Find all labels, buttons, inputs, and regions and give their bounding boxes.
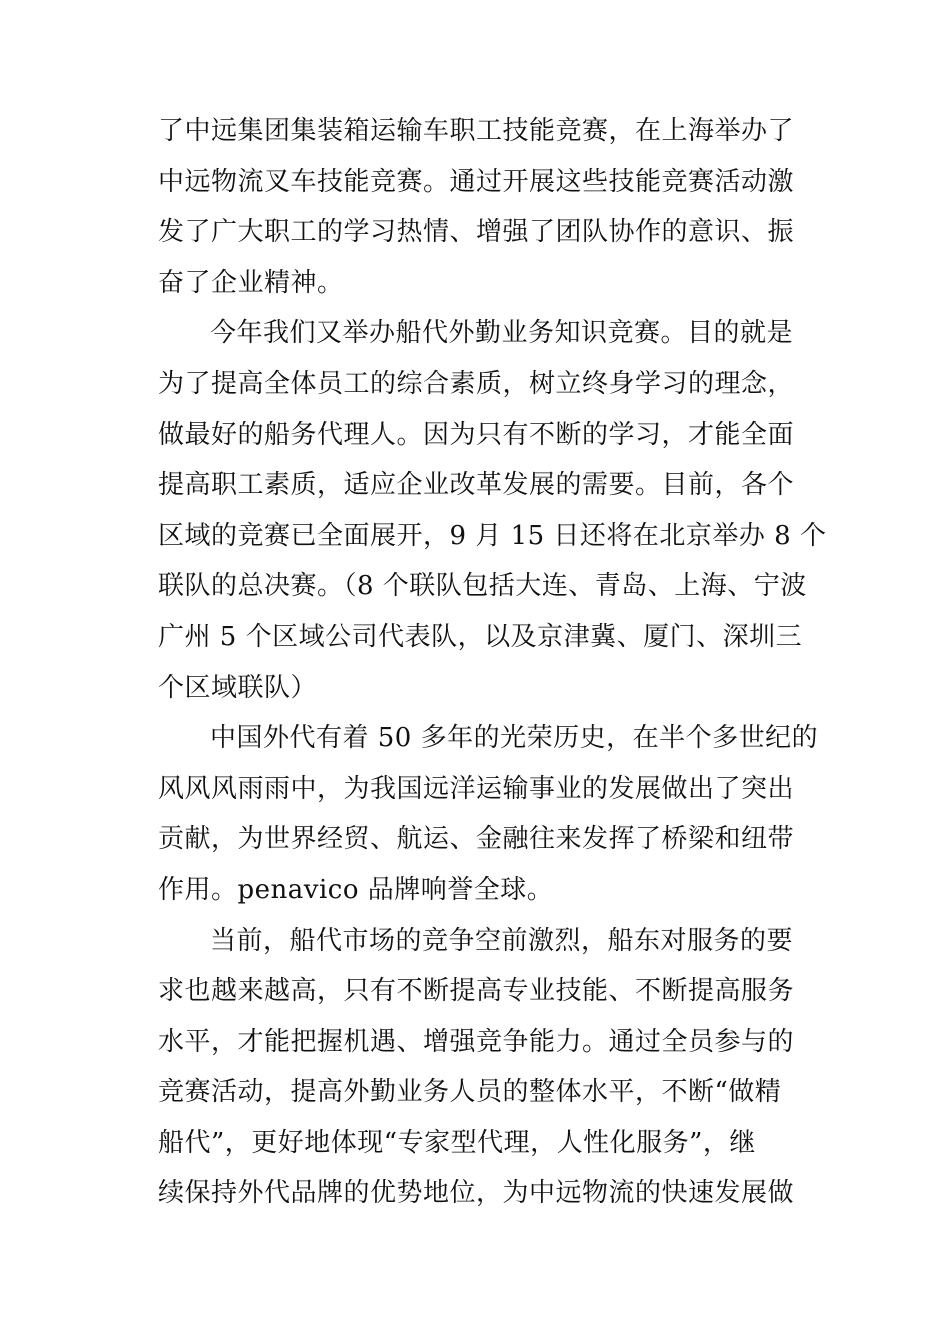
- text-line: 续保持外代品牌的优势地位，为中远物流的快速发展做: [158, 1178, 795, 1209]
- text-line: 当前，船代市场的竞争空前激烈，船东对服务的要: [210, 925, 794, 956]
- text-line: 做最好的船务代理人。因为只有不断的学习，才能全面: [158, 419, 795, 450]
- paragraph: [158, 308, 827, 713]
- text-line: 为了提高全体员工的综合素质，树立终身学习的理念，: [158, 368, 795, 399]
- text-line: 水平，才能把握机遇、增强竞争能力。通过全员参与的: [158, 1026, 795, 1057]
- text-line: 船代”，更好地体现“专家型代理，人性化服务”，继: [158, 1127, 756, 1158]
- paragraph: [158, 713, 819, 915]
- text-line: 今年我们又举办船代外勤业务知识竞赛。目的就是: [210, 318, 794, 349]
- paragraph: [158, 106, 798, 308]
- text-line: 了中远集团集装箱运输车职工技能竞赛，在上海举办了: [158, 116, 795, 146]
- text-line: 区域的竞赛已全面展开，9 月 15 日还将在北京举办 8 个: [158, 520, 827, 551]
- text-line: 中国外代有着 50 多年的光荣历史，在半个多世纪的: [210, 723, 819, 754]
- text-line: 广州 5 个区域公司代表队，以及京津冀、厦门、深圳三: [158, 621, 803, 652]
- text-line: 风风风雨雨中，为我国远洋运输事业的发展做出了突出: [158, 773, 795, 804]
- text-line: 联队的总决赛。（8 个联队包括大连、青岛、上海、宁波: [158, 571, 807, 602]
- text-line: 求也越来越高，只有不断提高专业技能、不断提高服务: [158, 976, 795, 1007]
- text-line: 提高职工素质，适应企业改革发展的需要。目前，各个: [158, 470, 795, 501]
- text-line: 奋了企业精神。: [158, 267, 344, 298]
- text-line: 竞赛活动，提高外勤业务人员的整体水平，不断“做精: [158, 1077, 782, 1108]
- text-line: 个区域联队）: [158, 672, 318, 703]
- paragraph: [158, 916, 798, 1220]
- text-line: 发了广大职工的学习热情、增强了团队协作的意识、振: [158, 217, 795, 248]
- text-line: 贡献，为世界经贸、航运、金融往来发挥了桥梁和纽带: [158, 824, 795, 855]
- text-line: 作用。penavico 品牌响誉全球。: [158, 874, 554, 905]
- text-line: 中远物流叉车技能竞赛。通过开展这些技能竞赛活动激: [158, 166, 795, 197]
- document-body: [158, 106, 827, 1219]
